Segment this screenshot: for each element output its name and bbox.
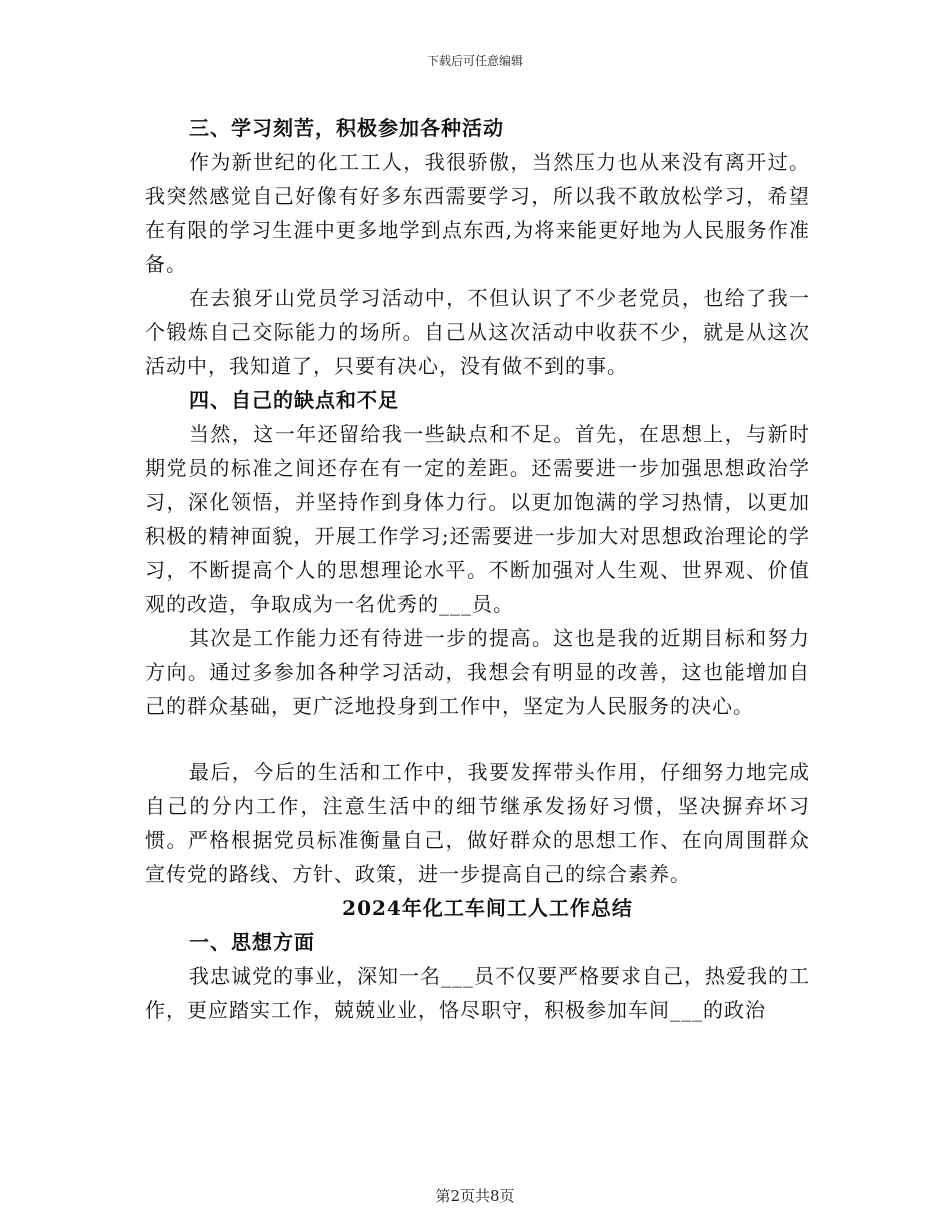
paragraph: 在去狼牙山党员学习活动中，不但认识了不少老党员，也给了我一个锻炼自己交际能力的场所。自己从这次活动中收获不少，就是从这次活动中，我知道了，只要有决心，没有做不到的事。: [145, 286, 810, 378]
section-heading-1: 一、思想方面: [189, 930, 315, 954]
paragraph: 我忠诚党的事业，深知一名___员不仅要严格要求自己，热爱我的工作，更应踏实工作，兢兢业业，恪尽职守，积极参加车间___的政治: [145, 964, 810, 1022]
paragraph: 其次是工作能力还有待进一步的提高。这也是我的近期目标和努力方向。通过多参加各种学习活动，我想会有明显的改善，这也能增加自己的群众基础，更广泛地投身到工作中，坚定为人民服务的决心。: [145, 626, 810, 718]
document-title: 2024年化工车间工人工作总结: [342, 896, 633, 920]
paragraph: 最后，今后的生活和工作中，我要发挥带头作用，仔细努力地完成自己的分内工作，注意生活中的细节继承发扬好习惯，坚决摒弃坏习惯。严格根据党员标准衡量自己，做好群众的思想工作、在向周围群众宣传党的路线、方针、政策，进一步提高自己的综合素养。: [145, 760, 810, 886]
document-body: [145, 111, 810, 1027]
section-heading-3: 三、学习刻苦，积极参加各种活动: [189, 116, 504, 140]
paragraph: 作为新世纪的化工工人，我很骄傲，当然压力也从来没有离开过。我突然感觉自己好像有好多东西需要学习，所以我不敢放松学习，希望在有限的学习生涯中更多地学到点东西,为将来能更好地为人民服务作准备。: [145, 150, 810, 276]
section-heading-4: 四、自己的缺点和不足: [189, 388, 399, 412]
page-header-note: 下载后可任意编辑: [426, 54, 523, 68]
page-number: 第2页共8页: [435, 1187, 515, 1205]
paragraph: 当然，这一年还留给我一些缺点和不足。首先，在思想上，与新时期党员的标准之间还存在有一定的差距。还需要进一步加强思想政治学习，深化领悟，并坚持作到身体力行。以更加饱满的学习热情，以更加积极的精神面貌，开展工作学习;还需要进一步加大对思想政治理论的学习，不断提高个人的思想理论水平。不断加强对人生观、世界观、价值观的改造，争取成为一名优秀的___员。: [145, 422, 810, 616]
